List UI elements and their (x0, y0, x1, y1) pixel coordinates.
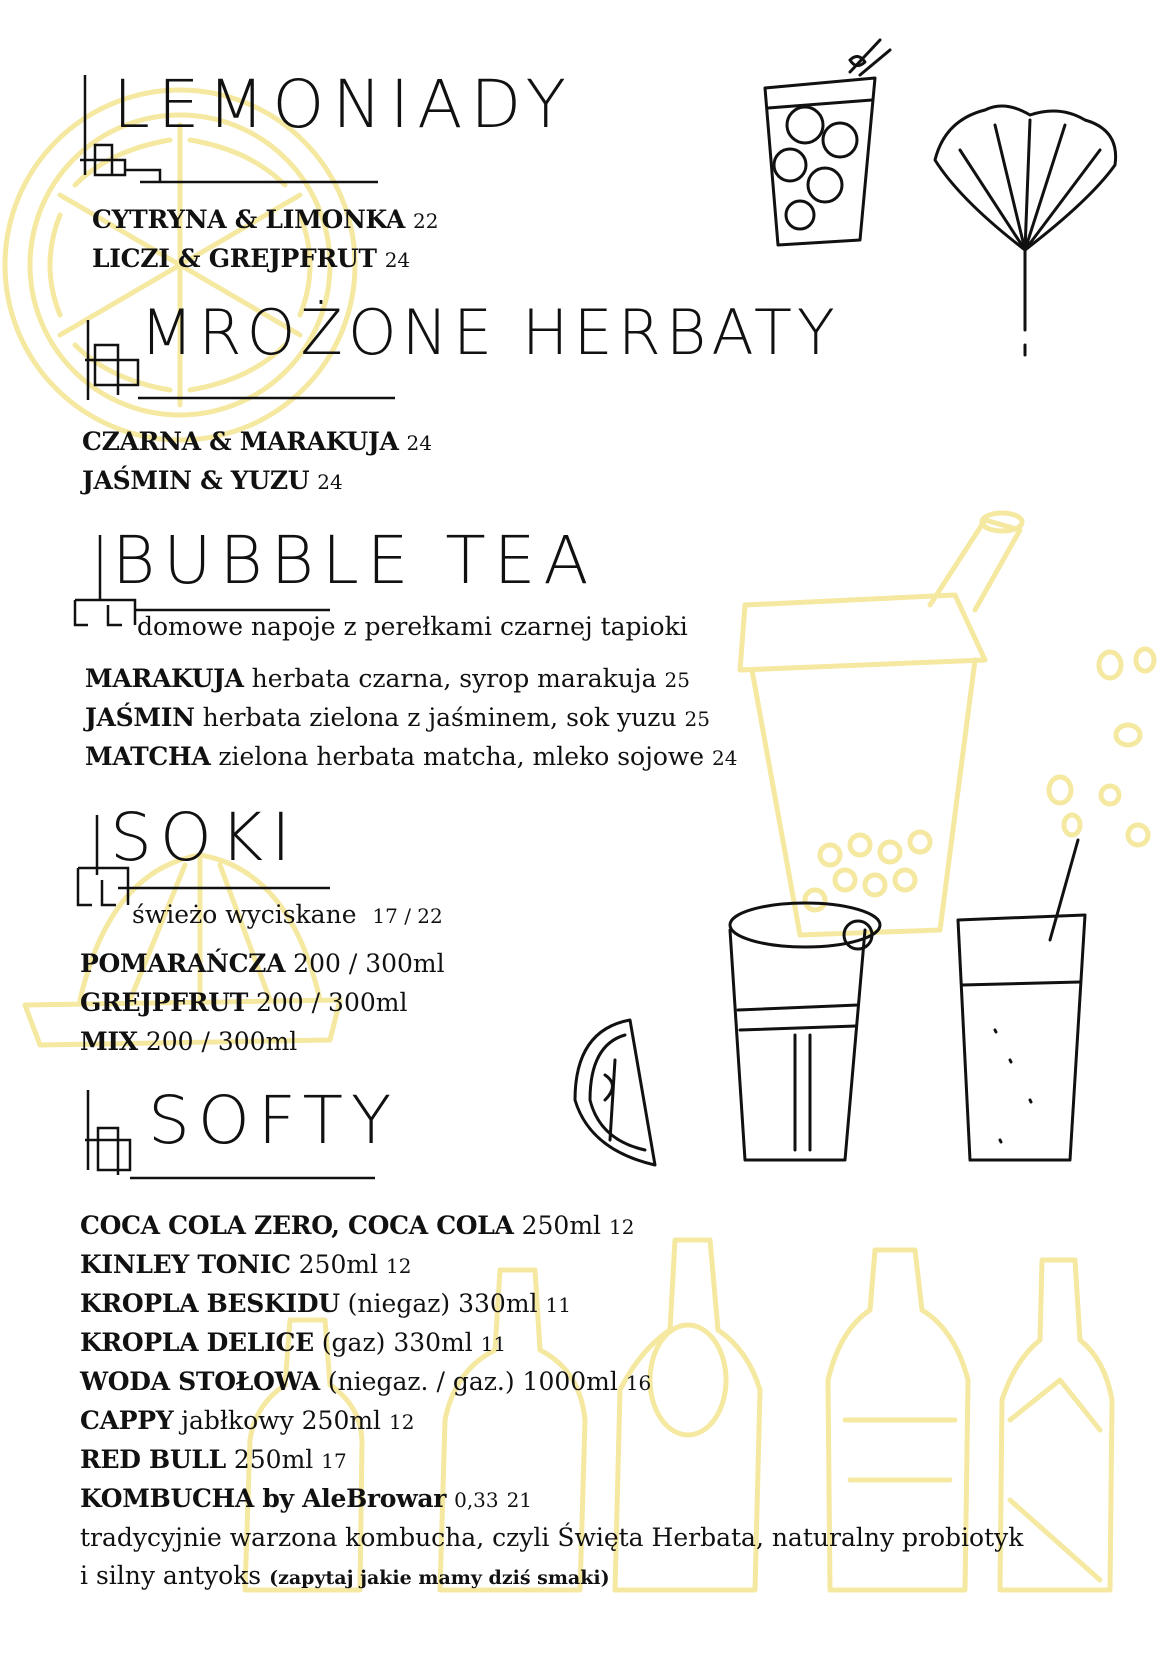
item-description: 250ml (298, 1250, 379, 1279)
item-name: WODA STOŁOWA (80, 1367, 320, 1396)
item-name: KINLEY TONIC (80, 1250, 291, 1279)
item-name: CAPPY (80, 1406, 174, 1435)
item-name: JAŚMIN & YUZU (82, 466, 310, 495)
item-price: 21 (506, 1488, 533, 1512)
item-name: CZARNA & MARAKUJA (82, 427, 399, 456)
item-name: LICZI & GREJPFRUT (92, 244, 377, 273)
lemon-wedge-icon (575, 1020, 655, 1165)
menu-item (80, 1027, 297, 1057)
item-name: POMARAŃCZA (80, 949, 286, 978)
item-name: GREJPFRUT (80, 988, 249, 1017)
item-name: JAŚMIN (85, 703, 195, 732)
item-name: KOMBUCHA by AleBrowar (80, 1484, 447, 1513)
item-price: 24 (317, 470, 343, 494)
item-description: 200 / 300ml (293, 949, 445, 978)
item-description: zielona herbata matcha, mleko sojowe (218, 742, 705, 771)
menu-item (80, 1445, 347, 1475)
item-description: (gaz) 330ml (321, 1328, 473, 1357)
kombucha-line-2-text: i silny antyoks (80, 1561, 262, 1590)
item-description: herbata czarna, syrop marakuja (251, 664, 657, 693)
menu-item (80, 988, 407, 1018)
subtitle-text: świeżo wyciskane (132, 900, 357, 929)
subtitle-price: 17 / 22 (372, 904, 443, 928)
item-name: RED BULL (80, 1445, 226, 1474)
kombucha-line-2 (80, 1557, 1023, 1595)
menu-item (92, 205, 438, 235)
item-price: 25 (664, 668, 690, 692)
section-title-soki: SOKI (110, 799, 299, 876)
section-subtitle: domowe napoje z perełkami czarnej tapioki (137, 612, 688, 641)
menu-item (85, 703, 710, 733)
item-name: KROPLA DELICE (80, 1328, 314, 1357)
item-volume: 0,33 (454, 1488, 499, 1512)
glass-with-straw-icon (958, 840, 1085, 1160)
menu-item (80, 1484, 532, 1514)
item-name: COCA COLA ZERO, COCA COLA (80, 1211, 514, 1240)
menu-item (92, 244, 410, 274)
item-description: jabłkowy 250ml (181, 1406, 382, 1435)
item-description: 200 / 300ml (256, 988, 408, 1017)
item-price: 11 (480, 1332, 507, 1356)
item-description: 250ml (233, 1445, 314, 1474)
item-price: 25 (684, 707, 710, 731)
item-price: 24 (406, 431, 432, 455)
section-title-mrozone-herbaty: MROŻONE HERBATY (140, 296, 840, 369)
cocktail-glass-icon (765, 40, 890, 245)
item-name: CYTRYNA & LIMONKA (92, 205, 406, 234)
item-description: (niegaz) 330ml (347, 1289, 538, 1318)
item-price: 24 (712, 746, 738, 770)
item-name: MATCHA (85, 742, 211, 771)
item-price: 17 (321, 1449, 347, 1473)
item-price: 16 (625, 1371, 652, 1395)
item-name: KROPLA BESKIDU (80, 1289, 340, 1318)
section-title-softy: SOFTY (148, 1082, 400, 1159)
menu-item (80, 1406, 414, 1436)
ginkgo-leaf-icon (935, 106, 1116, 355)
menu-item (82, 466, 343, 496)
section-title-bubble-tea: BUBBLE TEA (112, 522, 597, 599)
menu-item (85, 742, 737, 772)
bubble-tea-cup-icon (740, 513, 1022, 935)
item-price: 11 (545, 1293, 571, 1317)
menu-item (80, 1367, 651, 1397)
kombucha-description (80, 1519, 1023, 1595)
menu-item (80, 1328, 506, 1358)
item-description: (niegaz. / gaz.) 1000ml (327, 1367, 618, 1396)
item-price: 12 (608, 1215, 635, 1239)
section-title-lemoniady: LEMONIADY (113, 66, 574, 143)
item-name: MARAKUJA (85, 664, 244, 693)
kombucha-note: (zapytaj jakie mamy dziś smaki) (269, 1567, 610, 1589)
menu-item (80, 1250, 411, 1280)
menu-item (80, 949, 445, 979)
menu-item (85, 664, 690, 694)
item-description: 250ml (521, 1211, 602, 1240)
item-price: 22 (412, 209, 439, 233)
item-description: herbata zielona z jaśminem, sok yuzu (202, 703, 677, 732)
kombucha-line-1: tradycyjnie warzona kombucha, czyli Święta Herbata, naturalny probiotyk (80, 1523, 1024, 1552)
bubbles-icon (805, 649, 1154, 910)
item-description: 200 / 300ml (145, 1027, 298, 1056)
item-name: MIX (80, 1027, 138, 1056)
item-price: 12 (386, 1254, 412, 1278)
glass-icon (730, 903, 880, 1160)
menu-item (80, 1211, 634, 1241)
menu-item (80, 1289, 571, 1319)
menu-item (82, 427, 432, 457)
section-subtitle (132, 900, 443, 929)
item-price: 24 (384, 248, 411, 272)
item-price: 12 (389, 1410, 415, 1434)
